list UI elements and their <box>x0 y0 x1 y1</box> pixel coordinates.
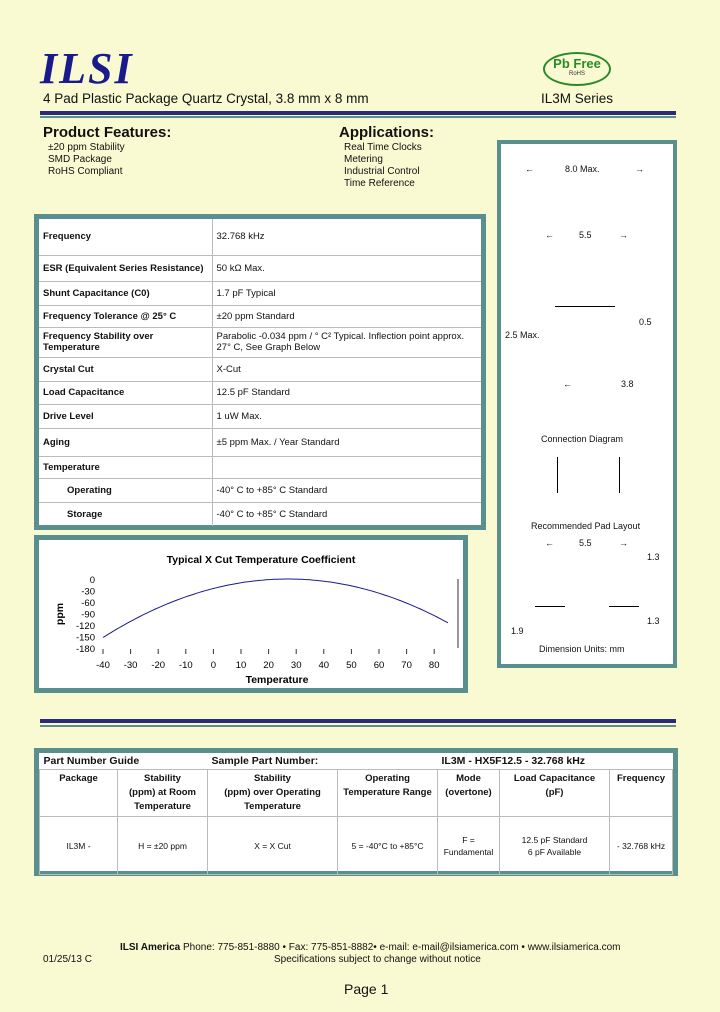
sample-part-number: IL3M - HX5F12.5 - 32.768 kHz <box>438 753 673 770</box>
x-tick-label: 80 <box>428 660 440 671</box>
column-header: Stability (ppm) over Operating Temperature <box>208 770 338 817</box>
column-header: Mode (overtone) <box>438 770 500 817</box>
dim-width: 3.8 <box>621 379 634 389</box>
features-title: Product Features: <box>43 124 172 141</box>
logo-text: ILSI <box>40 44 134 93</box>
spec-key: Aging <box>39 428 212 456</box>
rec-dim-4: 1.9 <box>511 626 524 636</box>
page-number: Page 1 <box>344 981 389 997</box>
spec-value: -40° C to +85° C Standard <box>216 508 328 520</box>
y-tick-label: -30 <box>81 586 95 598</box>
x-tick-label: 0 <box>210 660 217 671</box>
chart-svg <box>39 540 463 688</box>
header-row <box>40 770 673 817</box>
spec-row <box>39 255 481 281</box>
feature-item: RoHS Compliant <box>48 166 123 177</box>
part-number-guide <box>34 748 678 876</box>
spec-row <box>39 219 481 255</box>
x-axis-label: Temperature <box>245 674 309 686</box>
spec-row <box>39 305 481 327</box>
company-name: ILSI America <box>120 942 181 953</box>
pad-outline <box>609 606 639 607</box>
series-line <box>103 579 448 638</box>
dimension-drawing <box>497 140 677 668</box>
x-tick-label: -20 <box>151 660 166 671</box>
spec-row <box>39 478 481 502</box>
x-tick-label: -10 <box>178 660 193 671</box>
column-header: Stability (ppm) at Room Temperature <box>118 770 208 817</box>
spec-key: Frequency <box>39 219 212 255</box>
table-cell: 12.5 pF Standard 6 pF Available <box>500 817 610 875</box>
spec-notice: Specifications subject to change without notice <box>274 954 481 965</box>
package-outline <box>555 306 615 307</box>
table-cell: - 32.768 kHz <box>610 817 673 875</box>
applications-title: Applications: <box>339 124 435 141</box>
x-tick-label: 70 <box>401 660 412 671</box>
application-item: Metering <box>344 154 383 165</box>
ilsi-logo <box>40 44 190 93</box>
connection-diagram-label: Connection Diagram <box>541 434 624 444</box>
y-tick-label: -90 <box>81 609 95 621</box>
sample-label: Sample Part Number: <box>208 753 438 770</box>
divider <box>40 725 676 727</box>
column-header: Package <box>40 770 118 817</box>
x-tick-label: 60 <box>373 660 385 671</box>
spec-key: Frequency Stability over Temperature <box>39 327 212 357</box>
y-tick-label: -60 <box>81 598 95 609</box>
connection-line <box>619 457 620 493</box>
table-cell: F = Fundamental <box>438 817 500 875</box>
arrow-left-icon: ← <box>563 379 572 389</box>
spec-key: Operating <box>39 478 212 502</box>
spec-value: Parabolic -0.034 ppm / ° C² Typical. Inflection point approx. 27° C, See Graph Below <box>212 327 481 357</box>
dim-length: 8.0 Max. <box>565 164 600 174</box>
divider <box>40 719 676 723</box>
footer-contact <box>120 942 621 953</box>
divider <box>40 111 676 115</box>
arrow-right-icon: → <box>619 230 628 240</box>
table-cell: 5 = -40°C to +85°C <box>338 817 438 875</box>
y-tick-label: -120 <box>75 621 95 632</box>
spec-value: 1 uW Max. <box>212 404 481 428</box>
spec-row <box>39 428 481 456</box>
temperature-graph <box>34 535 468 693</box>
x-tick-label: 20 <box>263 660 274 671</box>
spec-value: 1.7 pF Typical <box>212 281 481 305</box>
pb-free-badge <box>543 52 611 86</box>
x-tick-label: 40 <box>318 660 330 671</box>
spec-value <box>212 456 481 478</box>
dim-height: 2.5 Max. <box>505 330 540 340</box>
pad-outline <box>535 606 565 607</box>
page-subtitle: 4 Pad Plastic Package Quartz Crystal, 3.8 mm x 8 mm <box>43 91 369 106</box>
arrow-right-icon: → <box>635 164 644 174</box>
dim-pad: 0.5 <box>639 317 652 327</box>
spec-value: 12.5 pF Standard <box>212 381 481 404</box>
series-name: IL3M Series <box>541 91 614 106</box>
spec-row <box>39 404 481 428</box>
spec-key: Load Capacitance <box>39 381 212 404</box>
contact-info: Phone: 775-851-8880 • Fax: 775-851-8882• e-mail: e-mail@ilsiamerica.com • www.ilsiamerica.com <box>180 942 621 953</box>
spec-value: 50 kΩ Max. <box>212 255 481 281</box>
connection-line <box>557 457 558 493</box>
x-tick-label: 50 <box>346 660 357 671</box>
x-tick-label: 10 <box>235 660 247 671</box>
dim-inner: 5.5 <box>579 230 592 240</box>
table-cell: H = ±20 ppm <box>118 817 208 875</box>
spec-value: -40° C to +85° C Standard <box>212 478 481 502</box>
revision-date: 01/25/13 C <box>43 954 92 965</box>
column-header: Load Capacitance (pF) <box>500 770 610 817</box>
x-tick-label: -30 <box>123 660 138 671</box>
spec-key: Shunt Capacitance (C0) <box>39 281 212 305</box>
application-item: Time Reference <box>344 178 415 189</box>
spec-row <box>39 502 481 526</box>
spec-key: ESR (Equivalent Series Resistance) <box>39 255 212 281</box>
feature-item: SMD Package <box>48 154 112 165</box>
spec-key: Drive Level <box>39 404 212 428</box>
spec-key: Crystal Cut <box>39 357 212 381</box>
table-cell: IL3M - <box>40 817 118 875</box>
y-tick-label: 0 <box>89 575 95 586</box>
spec-row <box>39 327 481 357</box>
y-tick-label: -180 <box>75 644 95 655</box>
column-header: Operating Temperature Range <box>338 770 438 817</box>
arrow-right-icon: → <box>619 538 628 548</box>
spec-row <box>39 381 481 404</box>
spec-row <box>39 357 481 381</box>
arrow-left-icon: ← <box>545 230 554 240</box>
guide-row <box>40 753 673 770</box>
badge-main: Pb Free <box>553 56 601 71</box>
specifications-table <box>34 214 486 530</box>
recommended-pad-label: Recommended Pad Layout <box>531 521 641 531</box>
dimension-units: Dimension Units: mm <box>539 644 625 654</box>
rec-dim-3: 1.3 <box>647 616 660 626</box>
x-tick-label: 30 <box>290 660 302 671</box>
arrow-left-icon: ← <box>525 164 534 174</box>
table-row <box>40 817 673 875</box>
application-item: Real Time Clocks <box>344 142 422 153</box>
applications-list <box>344 142 422 190</box>
divider <box>40 116 676 118</box>
arrow-left-icon: ← <box>545 538 554 548</box>
spec-key: Frequency Tolerance @ 25° C <box>39 305 212 327</box>
spec-value: ±20 ppm Standard <box>212 305 481 327</box>
rec-dim-1: 5.5 <box>579 538 592 548</box>
application-item: Industrial Control <box>344 166 420 177</box>
spec-key: Storage <box>39 502 212 526</box>
spec-row <box>39 281 481 305</box>
feature-item: ±20 ppm Stability <box>48 142 125 153</box>
guide-title: Part Number Guide <box>40 753 208 770</box>
spec-value: ±5 ppm Max. / Year Standard <box>212 428 481 456</box>
x-tick-label: -40 <box>96 660 110 671</box>
rec-dim-2: 1.3 <box>647 552 660 562</box>
table-cell: X = X Cut <box>208 817 338 875</box>
features-list <box>48 142 125 178</box>
y-tick-label: -150 <box>75 632 95 644</box>
spec-value: X-Cut <box>212 357 481 381</box>
spec-row <box>39 456 481 478</box>
spec-key: Temperature <box>39 456 212 478</box>
spec-value: 32.768 kHz <box>212 219 481 255</box>
y-axis-label: ppm <box>54 602 66 626</box>
chart-title: Typical X Cut Temperature Coefficient <box>166 554 356 566</box>
column-header: Frequency <box>610 770 673 817</box>
badge-sub: RoHS <box>568 71 585 77</box>
